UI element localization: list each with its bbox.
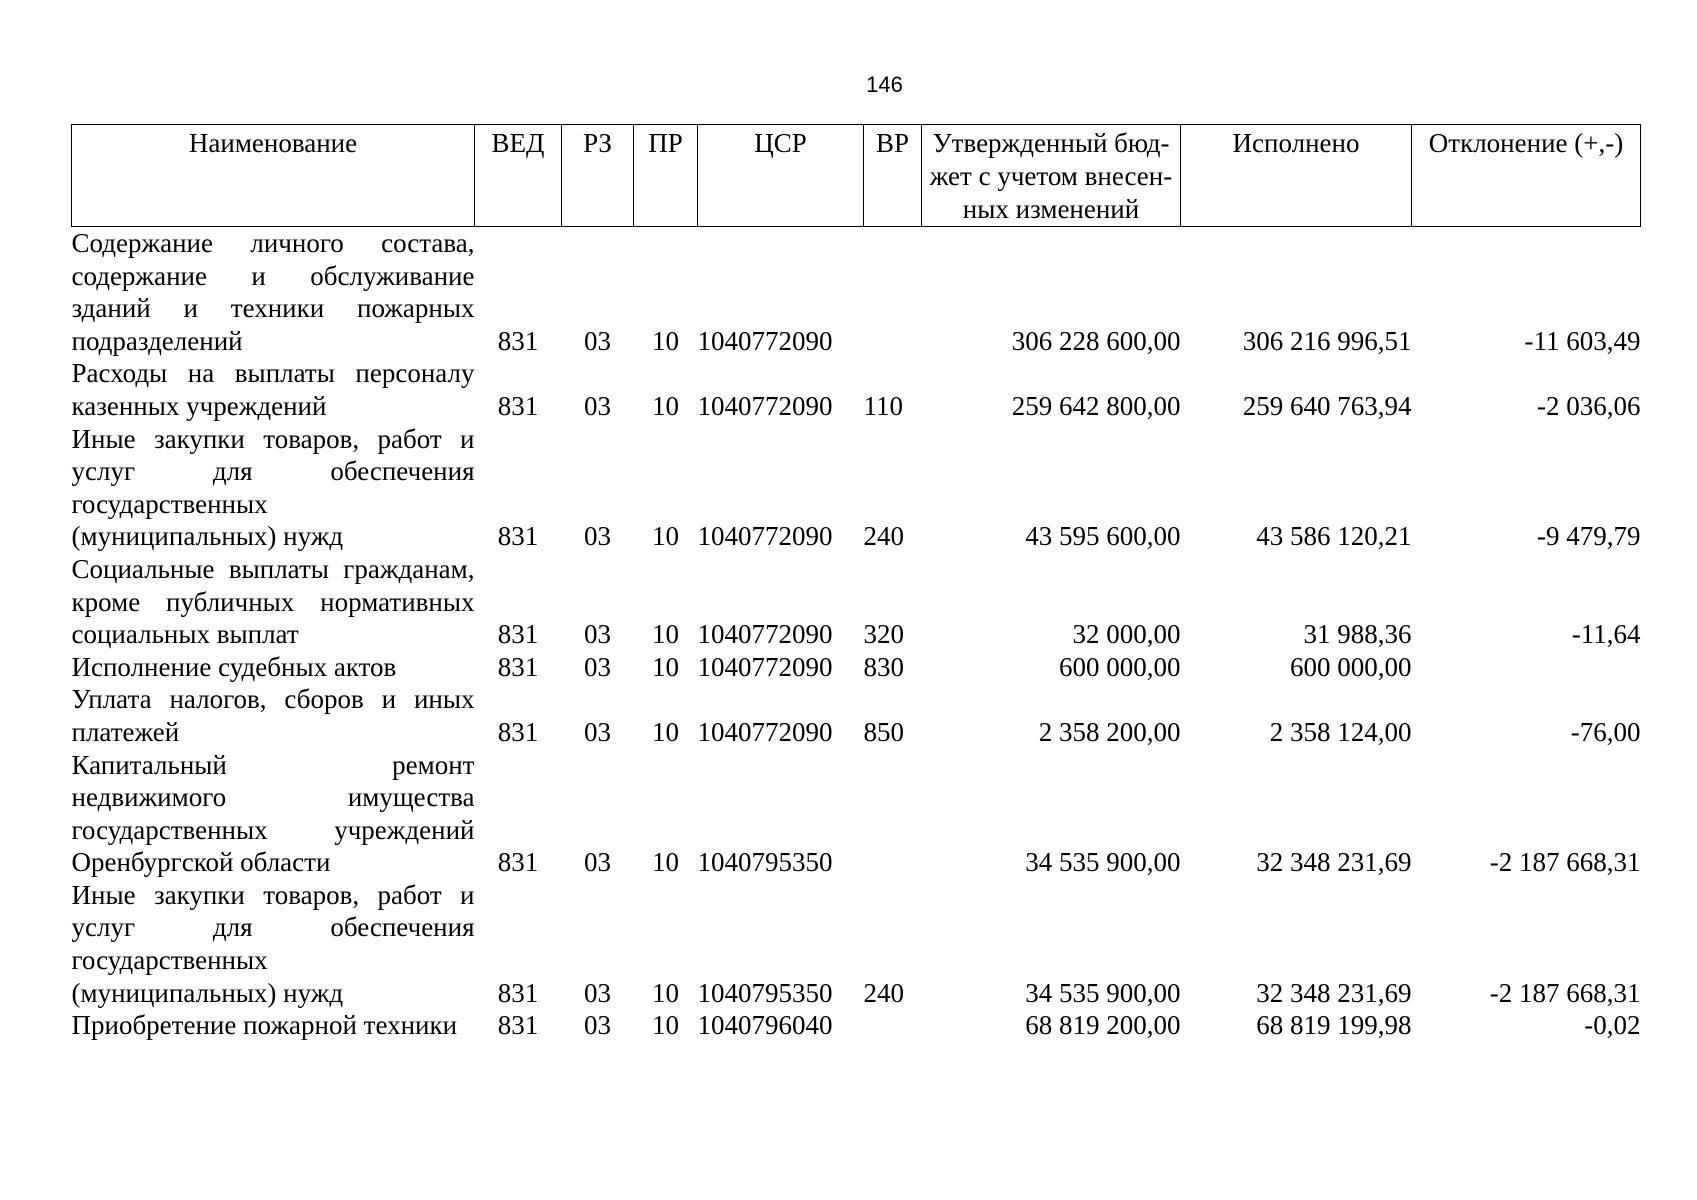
header-deviation: Отклонение (+,-): [1412, 125, 1641, 227]
row-csr: 1040772090: [697, 716, 833, 747]
row-approved-budget: 2 358 200,00: [1038, 716, 1181, 747]
row-rz: 03: [584, 325, 611, 356]
header-csr: ЦСР: [698, 125, 864, 227]
header-vr: ВР: [864, 125, 922, 227]
row-pr: 10: [652, 716, 679, 747]
row-csr: 1040795350: [697, 847, 833, 878]
row-pr: 10: [652, 977, 679, 1008]
row-ved: 831: [497, 716, 539, 747]
row-executed: 32 348 231,69: [1256, 977, 1412, 1008]
row-csr: 1040772090: [697, 325, 833, 356]
header-name: Наименование: [72, 125, 475, 227]
row-rz: 03: [584, 716, 611, 747]
row-executed: 32 348 231,69: [1256, 847, 1412, 878]
table-row: [72, 357, 1641, 422]
row-pr: 10: [652, 619, 679, 650]
row-deviation: -76,00: [1570, 716, 1641, 747]
row-csr: 1040795350: [697, 977, 833, 1008]
row-deviation: -2 187 668,31: [1489, 847, 1641, 878]
row-approved-budget: 306 228 600,00: [1011, 325, 1181, 356]
row-executed: 68 819 199,98: [1256, 1010, 1412, 1041]
row-vr: 110: [863, 390, 903, 421]
row-name: Уплата налогов, сборов и иных платежей: [71, 684, 475, 747]
row-pr: 10: [652, 1010, 679, 1041]
row-vr: 240: [863, 977, 904, 1008]
row-executed: 31 988,36: [1303, 619, 1412, 650]
row-approved-budget: 34 535 900,00: [1025, 847, 1181, 878]
row-ved: 831: [497, 977, 539, 1008]
row-ved: 831: [497, 847, 539, 878]
row-executed: 600 000,00: [1290, 651, 1412, 682]
row-name: Приобретение пожарной техники: [71, 1010, 458, 1041]
table-row: [72, 879, 1641, 1009]
table-row: [72, 423, 1641, 553]
row-rz: 03: [584, 651, 611, 682]
row-rz: 03: [584, 521, 611, 552]
row-deviation: -11,64: [1571, 619, 1641, 650]
header-executed: Исполнено: [1181, 125, 1412, 227]
row-csr: 1040772090: [697, 390, 833, 421]
table-header-row: [72, 125, 1641, 227]
row-rz: 03: [584, 977, 611, 1008]
row-name: Содержание личного состава, содержание и обслуживание зданий и техники пожарных подразделений: [71, 228, 475, 356]
row-approved-budget: 259 642 800,00: [1011, 390, 1181, 421]
table-row: [72, 1009, 1641, 1042]
row-name: Иные закупки товаров, работ и услуг для обеспечения государственных (муниципальных) нужд: [71, 879, 475, 1008]
row-vr: [864, 749, 922, 879]
row-rz: 03: [584, 390, 611, 421]
row-pr: 10: [652, 651, 679, 682]
row-vr: [864, 1009, 922, 1042]
row-ved: 831: [497, 521, 539, 552]
row-deviation: -0,02: [1584, 1010, 1641, 1041]
budget-execution-table: [71, 124, 1641, 1042]
row-ved: 831: [497, 619, 539, 650]
row-vr: 830: [863, 651, 904, 682]
table-row: [72, 683, 1641, 748]
row-name: Социальные выплаты гражданам, кроме публичных нормативных социальных выплат: [71, 553, 475, 650]
row-rz: 03: [584, 1010, 611, 1041]
row-name: Исполнение судебных актов: [71, 651, 397, 682]
row-approved-budget: 34 535 900,00: [1025, 977, 1181, 1008]
row-vr: [864, 227, 922, 358]
row-approved-budget: 68 819 200,00: [1025, 1010, 1181, 1041]
header-pr: ПР: [634, 125, 698, 227]
row-vr: 850: [863, 716, 904, 747]
row-deviation: -2 187 668,31: [1489, 977, 1641, 1008]
row-ved: 831: [497, 1010, 539, 1041]
row-executed: 259 640 763,94: [1242, 390, 1412, 421]
row-pr: 10: [652, 325, 679, 356]
header-ved: ВЕД: [475, 125, 562, 227]
row-csr: 1040772090: [697, 619, 833, 650]
row-deviation: -11 603,49: [1524, 325, 1641, 356]
row-rz: 03: [584, 619, 611, 650]
row-ved: 831: [497, 325, 539, 356]
row-vr: 240: [863, 521, 904, 552]
table-row: [72, 227, 1641, 358]
row-rz: 03: [584, 847, 611, 878]
row-csr: 1040772090: [697, 651, 833, 682]
row-csr: 1040772090: [697, 521, 833, 552]
row-executed: 2 358 124,00: [1269, 716, 1412, 747]
row-deviation: [1412, 651, 1641, 684]
row-pr: 10: [652, 847, 679, 878]
table-row: [72, 749, 1641, 879]
row-pr: 10: [652, 521, 679, 552]
row-name: Иные закупки товаров, работ и услуг для обеспечения государственных (муниципальных) нужд: [71, 423, 475, 552]
table-row: [72, 553, 1641, 651]
row-deviation: -2 036,06: [1537, 390, 1641, 421]
row-vr: 320: [863, 619, 904, 650]
page-number: 146: [866, 72, 903, 97]
header-approved-budget: Утвержденный бюд-жет с учетом внесен-ных изменений: [922, 125, 1181, 227]
row-ved: 831: [497, 651, 539, 682]
header-rz: РЗ: [562, 125, 634, 227]
row-name: Расходы на выплаты персоналу казенных учреждений: [71, 358, 475, 421]
row-executed: 43 586 120,21: [1256, 521, 1412, 552]
table-row: [72, 651, 1641, 684]
row-deviation: -9 479,79: [1537, 521, 1641, 552]
row-approved-budget: 43 595 600,00: [1025, 521, 1181, 552]
row-pr: 10: [652, 390, 679, 421]
row-executed: 306 216 996,51: [1242, 325, 1412, 356]
row-approved-budget: 32 000,00: [1072, 619, 1181, 650]
row-ved: 831: [497, 390, 539, 421]
row-name: Капитальный ремонт недвижимого имущества государственных учреждений Оренбургской области: [71, 749, 475, 878]
row-csr: 1040796040: [697, 1010, 833, 1041]
row-approved-budget: 600 000,00: [1059, 651, 1181, 682]
